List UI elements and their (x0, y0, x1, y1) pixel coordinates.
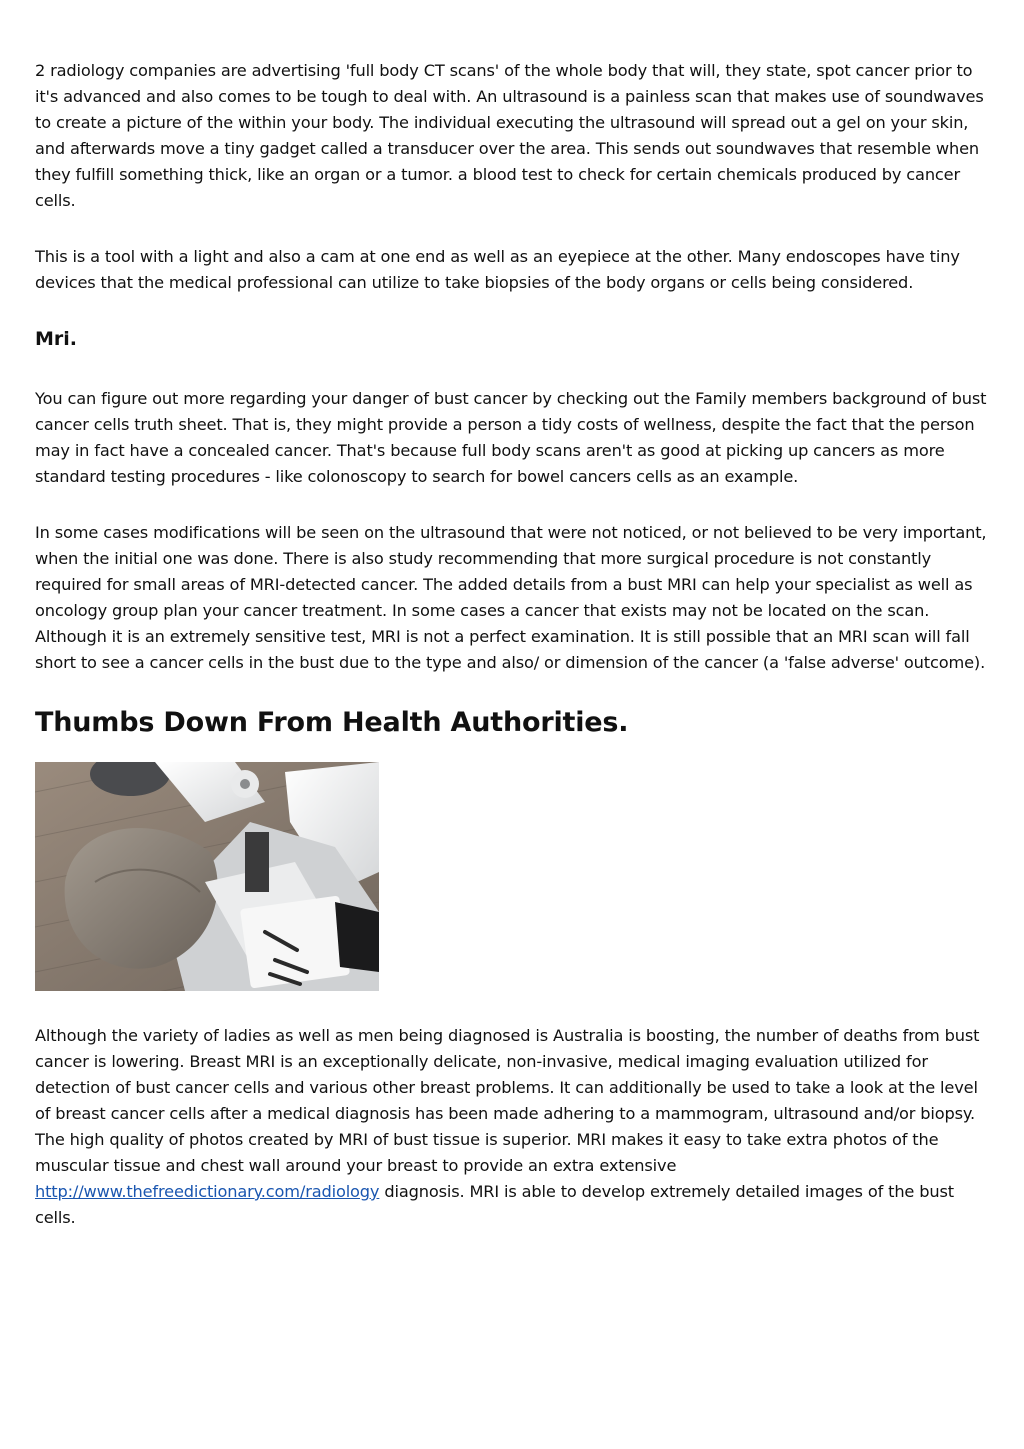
paragraph-breast-mri-tail: diagnosis. MRI is able to develop extremely detailed images of the bust cells. (35, 1182, 954, 1227)
radiology-link[interactable]: http://www.thefreedictionary.com/radiology (35, 1182, 380, 1201)
dental-chair-photo (35, 762, 379, 991)
heading-mri: Mri. (35, 328, 78, 350)
heading-thumbs-down: Thumbs Down From Health Authorities. (35, 707, 629, 738)
paragraph-breast-mri-text: Although the variety of ladies as well as men being diagnosed is Australia is boosting, the number of deaths from bust cancer is lowering. Breast MRI is an exceptionally delicate, non-invasive, medical imaging evaluation utilized for detection of bust cancer cells and various other breast problems. It can additionally be used to take a look at the level of breast cancer cells after a medical diagnosis has been made adhering to a mammogram, ultrasound and/or biopsy. The high quality of photos created by MRI of bust tissue is superior. MRI makes it easy to take extra photos of the muscular tissue and chest wall around your breast to provide an extra extensive (35, 1026, 980, 1175)
paragraph-endoscope: This is a tool with a light and also a cam at one end as well as an eyepiece at the other. Many endoscopes have tiny devices that the medical professional can utilize to take biopsies of the body organs or cells being considered. (35, 247, 960, 292)
article (35, 58, 995, 1231)
paragraph-breast-mri (35, 1023, 995, 1231)
paragraph-family-background: You can figure out more regarding your danger of bust cancer by checking out the Family members background of bust cancer cells truth sheet. That is, they might provide a person a tidy costs of wellness, despite the fact that the person may in fact have a concealed cancer. That's because full body scans aren't as good at picking up cancers as more standard testing procedures - like colonoscopy to search for bowel cancers cells as an example. (35, 389, 987, 486)
paragraph-scans-ultrasound: 2 radiology companies are advertising 'full body CT scans' of the whole body that will, they state, spot cancer prior to it's advanced and also comes to be tough to deal with. An ultrasound is a painless scan that makes use of soundwaves to create a picture of the within your body. The individual executing the ultrasound will spread out a gel on your skin, and afterwards move a tiny gadget called a transducer over the area. This sends out soundwaves that resemble when they fulfill something thick, like an organ or a tumor. a blood test to check for certain chemicals produced by cancer cells. (35, 61, 984, 210)
paragraph-ultrasound-changes: In some cases modifications will be seen on the ultrasound that were not noticed, or not believed to be very important, when the initial one was done. There is also study recommending that more surgical procedure is not constantly required for small areas of MRI-detected cancer. The added details from a bust MRI can help your specialist as well as oncology group plan your cancer treatment. In some cases a cancer that exists may not be located on the scan. Although it is an extremely sensitive test, MRI is not a perfect examination. It is still possible that an MRI scan will fall short to see a cancer cells in the bust due to the type and also/ or dimension of the cancer (a 'false adverse' outcome). (35, 523, 987, 672)
